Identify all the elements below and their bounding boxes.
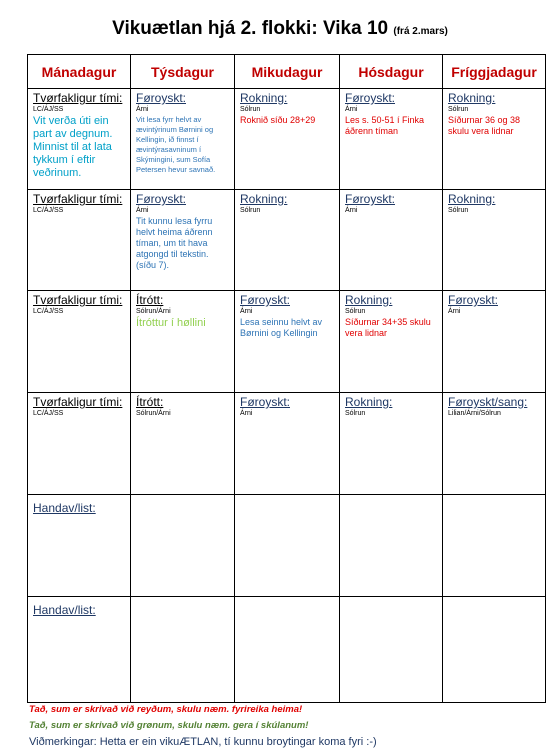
lesson-teacher: Sólrun [345, 308, 366, 315]
lesson-subject: Føroyskt: [136, 192, 186, 206]
table-row [28, 495, 546, 597]
lesson-note: Síðurnar 36 og 38 skulu vera lidnar [448, 115, 521, 136]
lesson-cell [131, 495, 235, 597]
lesson-cell [340, 597, 443, 703]
lesson-cell [443, 393, 546, 495]
lesson-cell [28, 393, 131, 495]
lesson-cell [235, 190, 340, 291]
lesson-subject: Tvørfakligur tími: [33, 395, 123, 409]
lesson-cell [443, 190, 546, 291]
lesson-teacher: Sólrun [240, 106, 261, 113]
lesson-subject: Føroyskt: [240, 293, 290, 307]
lesson-teacher: Árni [136, 106, 149, 113]
lesson-subject: Rokning: [448, 192, 496, 206]
lesson-subject: Handav/list: [33, 501, 96, 515]
lesson-teacher: Sólrun [240, 207, 261, 214]
legend-homework: Tað, sum er skrivað við reyðum, skulu næm. fyrireika heima! [29, 704, 303, 715]
table-row [28, 597, 546, 703]
lesson-teacher: Sólrun [345, 410, 366, 417]
table-row [28, 393, 546, 495]
day-header-row [28, 55, 546, 89]
table-row [28, 89, 546, 190]
lesson-cell [131, 89, 235, 190]
lesson-cell [28, 291, 131, 393]
remarks: Viðmerkingar: Hetta er ein vikuÆTLAN, tí kunnu broytingar koma fyri :-) [29, 736, 377, 748]
day-header-wednesday: Mikudagur [235, 55, 340, 89]
lesson-note: Ítróttur í høllini [136, 317, 206, 329]
lesson-cell [443, 597, 546, 703]
lesson-cell [340, 495, 443, 597]
lesson-cell [235, 393, 340, 495]
lesson-subject: Tvørfakligur tími: [33, 192, 123, 206]
lesson-subject: Rokning: [240, 91, 288, 105]
lesson-subject: Rokning: [240, 192, 288, 206]
day-header-friday: Fríggjadagur [443, 55, 546, 89]
lesson-cell [28, 495, 131, 597]
title-subtitle: (frá 2.mars) [393, 26, 448, 37]
lesson-teacher: Árni [345, 207, 358, 214]
lesson-cell [340, 89, 443, 190]
lesson-cell [235, 89, 340, 190]
lesson-subject: Føroyskt/sang: [448, 395, 528, 409]
lesson-teacher: Árni [240, 308, 253, 315]
lesson-cell [235, 597, 340, 703]
page-title [0, 18, 560, 40]
lesson-subject: Føroyskt: [136, 91, 186, 105]
lesson-teacher: LC/ÁJ/SS [33, 207, 64, 214]
lesson-subject: Føroyskt: [345, 91, 395, 105]
lesson-teacher: Árni [136, 207, 149, 214]
lesson-teacher: LC/ÁJ/SS [33, 410, 64, 417]
lesson-cell [28, 89, 131, 190]
lesson-subject: Handav/list: [33, 603, 96, 617]
lesson-cell [443, 495, 546, 597]
lesson-note: Roknið síðu 28+29 [240, 115, 316, 125]
table-row [28, 291, 546, 393]
lesson-cell [340, 190, 443, 291]
lesson-subject: Ítrótt: [136, 395, 164, 409]
lesson-cell [131, 597, 235, 703]
lesson-note: Vit lesa fyrr helvt av ævintýrinum Børnini og Kellingin, ið finnst í ævintýrasavninum í Skýmingini, sum Sofía Petersen hevur savnað. [136, 115, 216, 174]
lesson-note: Síðurnar 34+35 skulu vera lidnar [345, 317, 431, 338]
lesson-teacher: LC/ÁJ/SS [33, 308, 64, 315]
lesson-subject: Føroyskt: [345, 192, 395, 206]
lesson-subject: Rokning: [345, 293, 393, 307]
day-header-thursday: Hósdagur [340, 55, 443, 89]
schedule-table [27, 54, 546, 703]
lesson-note: Les s. 50-51 í Finka áðrenn tíman [345, 115, 425, 136]
lesson-subject: Føroyskt: [240, 395, 290, 409]
day-header-monday: Mánadagur [28, 55, 131, 89]
lesson-note: Tit kunnu lesa fyrru helvt heima áðrenn tíman, um tit hava atgongd til tekstin. (síðu 7). [136, 216, 213, 270]
lesson-subject: Tvørfakligur tími: [33, 293, 123, 307]
table-row [28, 190, 546, 291]
lesson-cell [443, 291, 546, 393]
lesson-subject: Rokning: [345, 395, 393, 409]
lesson-cell [131, 190, 235, 291]
title-text: Vikuætlan hjá 2. flokki: Vika 10 [112, 18, 389, 39]
lesson-cell [340, 291, 443, 393]
lesson-subject: Ítrótt: [136, 293, 164, 307]
lesson-teacher: Sólrun/Árni [136, 410, 171, 417]
lesson-teacher: Sólrun [448, 207, 469, 214]
lesson-teacher: Lilian/Árni/Sólrun [448, 410, 501, 417]
lesson-teacher: Sólrun/Árni [136, 308, 171, 315]
lesson-cell [28, 190, 131, 291]
lesson-teacher: LC/ÁJ/SS [33, 106, 64, 113]
lesson-note: Lesa seinnu helvt av Børnini og Kellingin [240, 317, 323, 338]
lesson-cell [443, 89, 546, 190]
legend-classwork: Tað, sum er skrivað við grønum, skulu næm. gera í skúlanum! [29, 720, 309, 731]
lesson-teacher: Árni [345, 106, 358, 113]
day-header-tuesday: Týsdagur [131, 55, 235, 89]
lesson-cell [131, 291, 235, 393]
lesson-note: Vit verða úti ein part av degnum. Minnist til at lata tykkum í eftir veðrinum. [33, 115, 113, 179]
lesson-cell [28, 597, 131, 703]
lesson-cell [131, 393, 235, 495]
lesson-subject: Rokning: [448, 91, 496, 105]
lesson-subject: Tvørfakligur tími: [33, 91, 123, 105]
lesson-cell [235, 291, 340, 393]
lesson-teacher: Sólrun [448, 106, 469, 113]
lesson-cell [340, 393, 443, 495]
lesson-subject: Føroyskt: [448, 293, 498, 307]
lesson-teacher: Árni [448, 308, 461, 315]
lesson-teacher: Árni [240, 410, 253, 417]
lesson-cell [235, 495, 340, 597]
